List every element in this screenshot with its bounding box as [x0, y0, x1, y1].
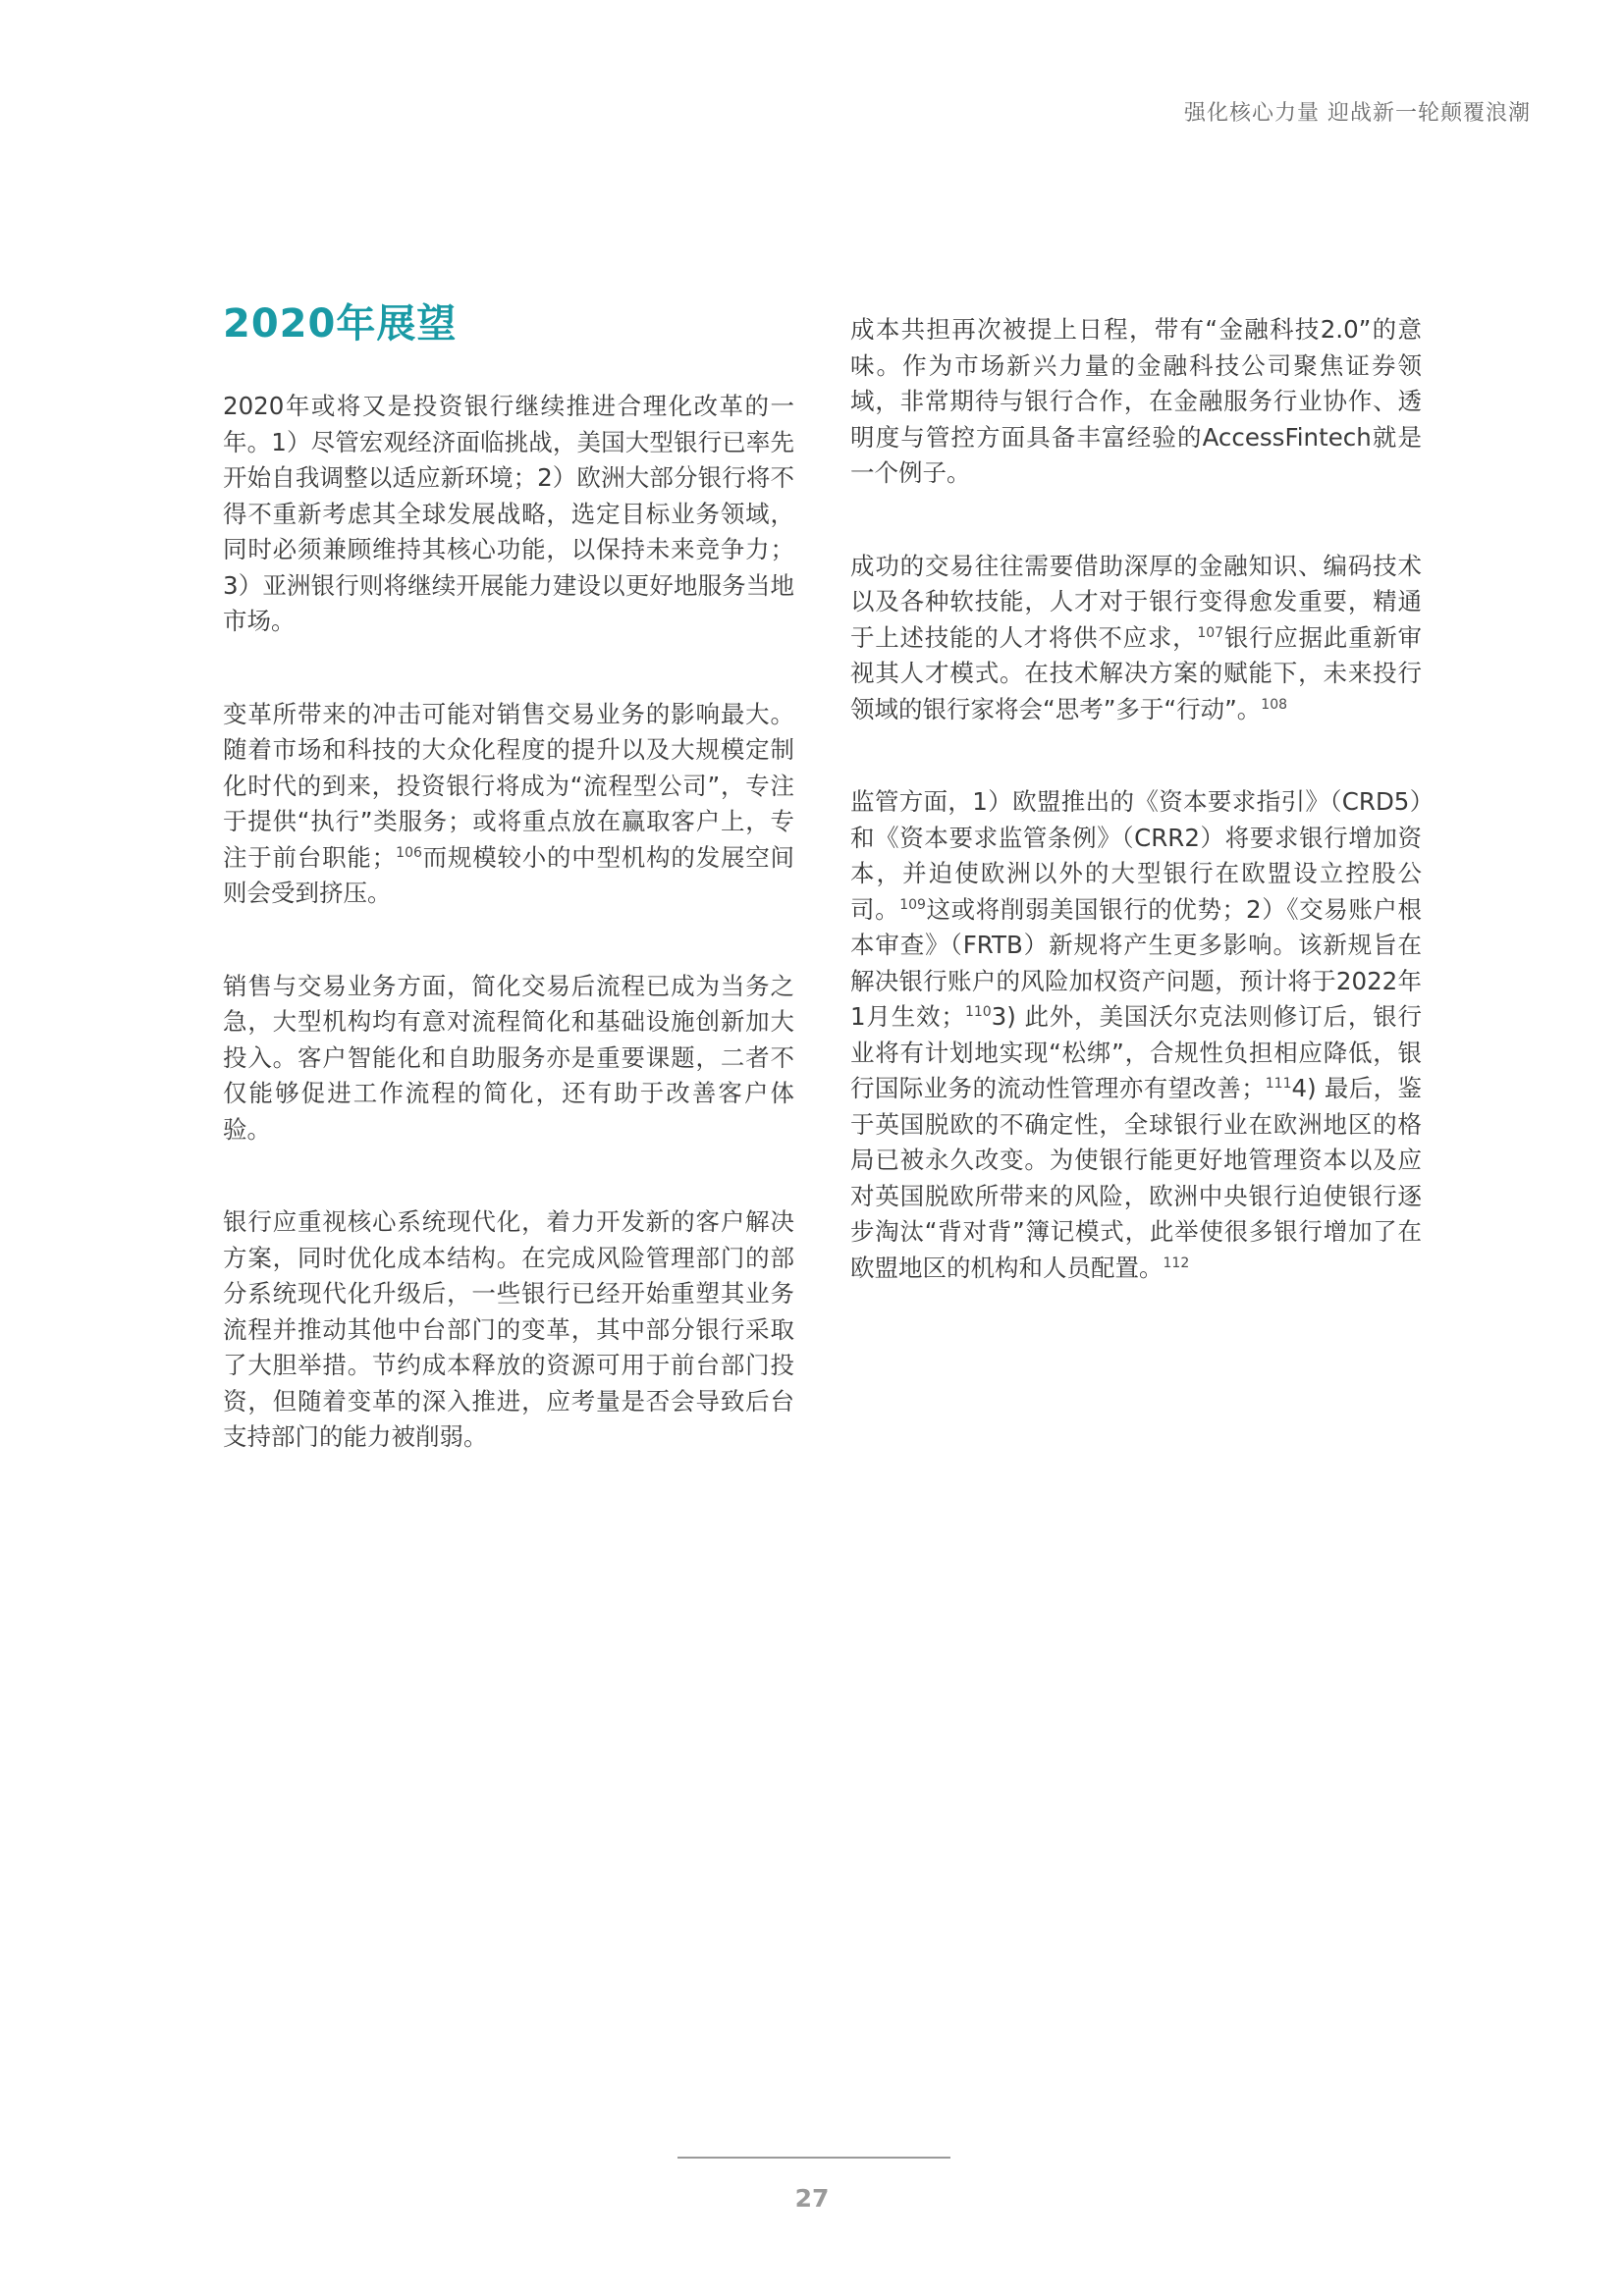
section-title: 2020年展望 [223, 301, 458, 347]
footnote-ref: 107 [1197, 624, 1224, 641]
footnote-ref: 109 [899, 896, 926, 913]
paragraph-text: 监管方面，1）欧盟推出的《资本要求指引》（CRD5）和《资本要求监管条例》（CRR2）将要求银行增加资本，并迫使欧洲以外的大型银行在欧盟设立控股公司。 [850, 787, 1422, 924]
paragraph-cost-sharing: 成本共担再次被提上日程，带有“金融科技2.0”的意味。作为市场新兴力量的金融科技公司聚焦证券领域，非常期待与银行合作，在金融服务行业协作、透明度与管控方面具备丰富经验的AccessFintech就是一个例子。 [850, 315, 1422, 487]
footnote-ref: 110 [964, 1003, 992, 1020]
running-header: 强化核心力量 迎战新一轮颠覆浪潮 [1184, 101, 1531, 126]
paragraph-text: 4) 最后，鉴于英国脱欧的不确定性，全球银行业在欧洲地区的格局已被永久改变。为使银行能更好地管理资本以及应对英国脱欧所带来的风险，欧洲中央银行迫使银行逐步淘汰“背对背”簿记模式，此举使很多银行增加了在欧盟地区的机构和人员配置。 [850, 1074, 1422, 1282]
paragraph-regulation [850, 784, 1422, 1286]
page-number: 27 [794, 2184, 830, 2213]
paragraph-text: 3) 此外，美国沃尔克法则修订后，银行业将有计划地实现“松绑”，合规性负担相应降低，银行国际业务的流动性管理亦有望改善； [850, 1002, 1422, 1102]
left-column [223, 294, 794, 1513]
paragraph-text: 而规模较小的中型机构的发展空间则会受到挤压。 [223, 842, 795, 907]
paragraph-text: 银行应据此重新审视其人才模式。在技术解决方案的赋能下，未来投行领域的银行家将会“思考”多于“行动”。 [850, 622, 1423, 723]
footnote-ref: 111 [1265, 1075, 1292, 1092]
right-column [850, 312, 1422, 1343]
footer-divider [677, 2157, 950, 2159]
paragraph-text: 成功的交易往往需要借助深厚的金融知识、编码技术以及各种软技能，人才对于银行变得愈发重要，精通于上述技能的人才将供不应求， [850, 551, 1422, 652]
paragraph-talent [850, 549, 1422, 728]
paragraph-core-systems: 银行应重视核心系统现代化，着力开发新的客户解决方案，同时优化成本结构。在完成风险管理部门的部分系统现代化升级后，一些银行已经开始重塑其业务流程并推动其他中台部门的变革，其中部分银行采取了大胆举措。节约成本释放的资源可用于前台部门投资，但随着变革的深入推进，应考量是否会导致后台支持部门的能力被削弱。 [223, 1207, 794, 1451]
paragraph-text: 变革所带来的冲击可能对销售交易业务的影响最大。随着市场和科技的大众化程度的提升以及大规模定制化时代的到来，投资银行将成为“流程型公司”，专注于提供“执行”类服务；或将重点放在赢取客户上，专注于前台职能； [223, 699, 794, 872]
paragraph-sales-trading: 销售与交易业务方面，简化交易后流程已成为当务之急，大型机构均有意对流程简化和基础设施创新加大投入。客户智能化和自助服务亦是重要课题，二者不仅能够促进工作流程的简化，还有助于改善客户体验。 [223, 971, 794, 1144]
paragraph-text: 这或将削弱美国银行的优势；2）《交易账户根本审查》（FRTB）新规将产生更多影响。该新规旨在解决银行账户的风险加权资产问题，预计将于2022年1月生效； [850, 894, 1423, 1031]
footnote-ref: 108 [1261, 696, 1288, 713]
footnote-ref: 112 [1163, 1255, 1190, 1271]
paragraph-outlook: 2020年或将又是投资银行继续推进合理化改革的一年。1）尽管宏观经济面临挑战，美国大型银行已率先开始自我调整以适应新环境；2）欧洲大部分银行将不得不重新考虑其全球发展战略，选定目标业务领域，同时必须兼顾维持其核心功能，以保持未来竞争力；3）亚洲银行则将继续开展能力建设以更好地服务当地市场。 [223, 392, 794, 635]
footnote-ref: 106 [396, 844, 422, 861]
paragraph-impact [223, 697, 794, 912]
